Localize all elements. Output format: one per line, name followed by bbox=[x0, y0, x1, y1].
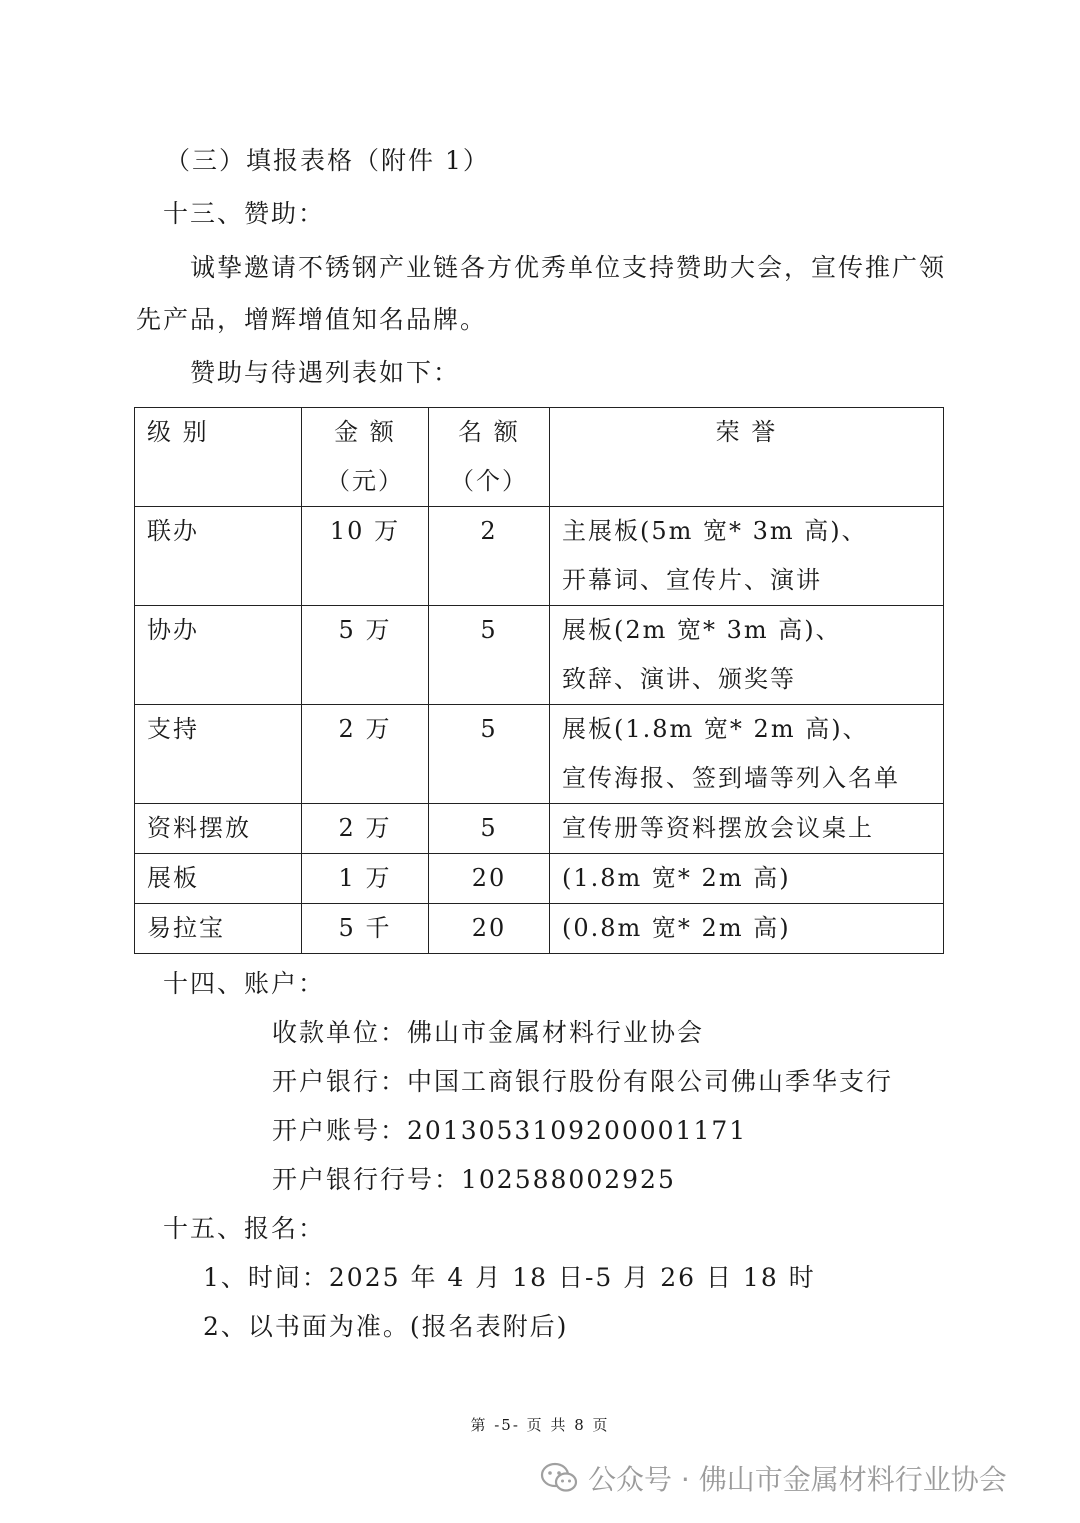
cell-quota: 2 bbox=[429, 507, 550, 606]
cell-quota: 5 bbox=[429, 606, 550, 705]
cell-level: 联办 bbox=[135, 507, 302, 606]
wechat-icon bbox=[540, 1462, 578, 1494]
registration-note: 2、以书面为准。(报名表附后) bbox=[203, 1312, 569, 1341]
cell-amount: 10 万 bbox=[302, 507, 429, 606]
bank-code-line: 开户银行行号：102588002925 bbox=[272, 1165, 676, 1194]
cell-quota: 5 bbox=[429, 705, 550, 804]
sponsorship-table bbox=[134, 407, 944, 954]
cell-level: 支持 bbox=[135, 705, 302, 804]
cell-amount: 2 万 bbox=[302, 705, 429, 804]
section-13-paragraph-line1: 诚挚邀请不锈钢产业链各方优秀单位支持赞助大会，宣传推广领 bbox=[190, 253, 947, 282]
cell-amount: 5 千 bbox=[302, 904, 429, 954]
header-honor: 荣 誉 bbox=[550, 408, 944, 507]
cell-quota: 20 bbox=[429, 904, 550, 954]
cell-level: 协办 bbox=[135, 606, 302, 705]
section-13-paragraph-line2: 先产品，增辉增值知名品牌。 bbox=[136, 305, 488, 334]
watermark bbox=[540, 1458, 1007, 1498]
table-row bbox=[135, 705, 944, 804]
cell-level: 易拉宝 bbox=[135, 904, 302, 954]
cell-level: 展板 bbox=[135, 854, 302, 904]
table-row bbox=[135, 507, 944, 606]
section-15-heading: 十五、报名： bbox=[163, 1214, 326, 1243]
table-row bbox=[135, 854, 944, 904]
cell-amount: 5 万 bbox=[302, 606, 429, 705]
cell-honor: 宣传册等资料摆放会议桌上 bbox=[550, 804, 944, 854]
registration-time: 1、时间：2025 年 4 月 18 日-5 月 26 日 18 时 bbox=[203, 1263, 816, 1292]
sponsor-list-intro: 赞助与待遇列表如下： bbox=[190, 358, 461, 387]
cell-honor: 展板(2m 宽* 3m 高)、 致辞、演讲、颁奖等 bbox=[550, 606, 944, 705]
cell-quota: 20 bbox=[429, 854, 550, 904]
table-header-row bbox=[135, 408, 944, 507]
bank-line: 开户银行：中国工商银行股份有限公司佛山季华支行 bbox=[272, 1067, 894, 1096]
cell-amount: 2 万 bbox=[302, 804, 429, 854]
fill-form-item: （三）填报表格（附件 1） bbox=[165, 146, 490, 175]
payee-line: 收款单位：佛山市金属材料行业协会 bbox=[272, 1018, 705, 1047]
cell-honor: 主展板(5m 宽* 3m 高)、 开幕词、宣传片、演讲 bbox=[550, 507, 944, 606]
cell-honor: (0.8m 宽* 2m 高) bbox=[550, 904, 944, 954]
table-row bbox=[135, 606, 944, 705]
page-number: 第 -5- 页 共 8 页 bbox=[470, 1416, 610, 1434]
header-amount: 金 额 （元） bbox=[302, 408, 429, 507]
cell-honor: 展板(1.8m 宽* 2m 高)、 宣传海报、签到墙等列入名单 bbox=[550, 705, 944, 804]
account-line: 开户账号：2013053109200001171 bbox=[272, 1116, 748, 1145]
cell-level: 资料摆放 bbox=[135, 804, 302, 854]
cell-quota: 5 bbox=[429, 804, 550, 854]
section-14-heading: 十四、账户： bbox=[163, 969, 326, 998]
table-row bbox=[135, 804, 944, 854]
section-13-heading: 十三、赞助： bbox=[163, 199, 326, 228]
header-quota: 名 额 （个） bbox=[429, 408, 550, 507]
header-level: 级 别 bbox=[135, 408, 302, 507]
watermark-text: 公众号 · 佛山市金属材料行业协会 bbox=[588, 1463, 1007, 1496]
table-row bbox=[135, 904, 944, 954]
cell-honor: (1.8m 宽* 2m 高) bbox=[550, 854, 944, 904]
cell-amount: 1 万 bbox=[302, 854, 429, 904]
